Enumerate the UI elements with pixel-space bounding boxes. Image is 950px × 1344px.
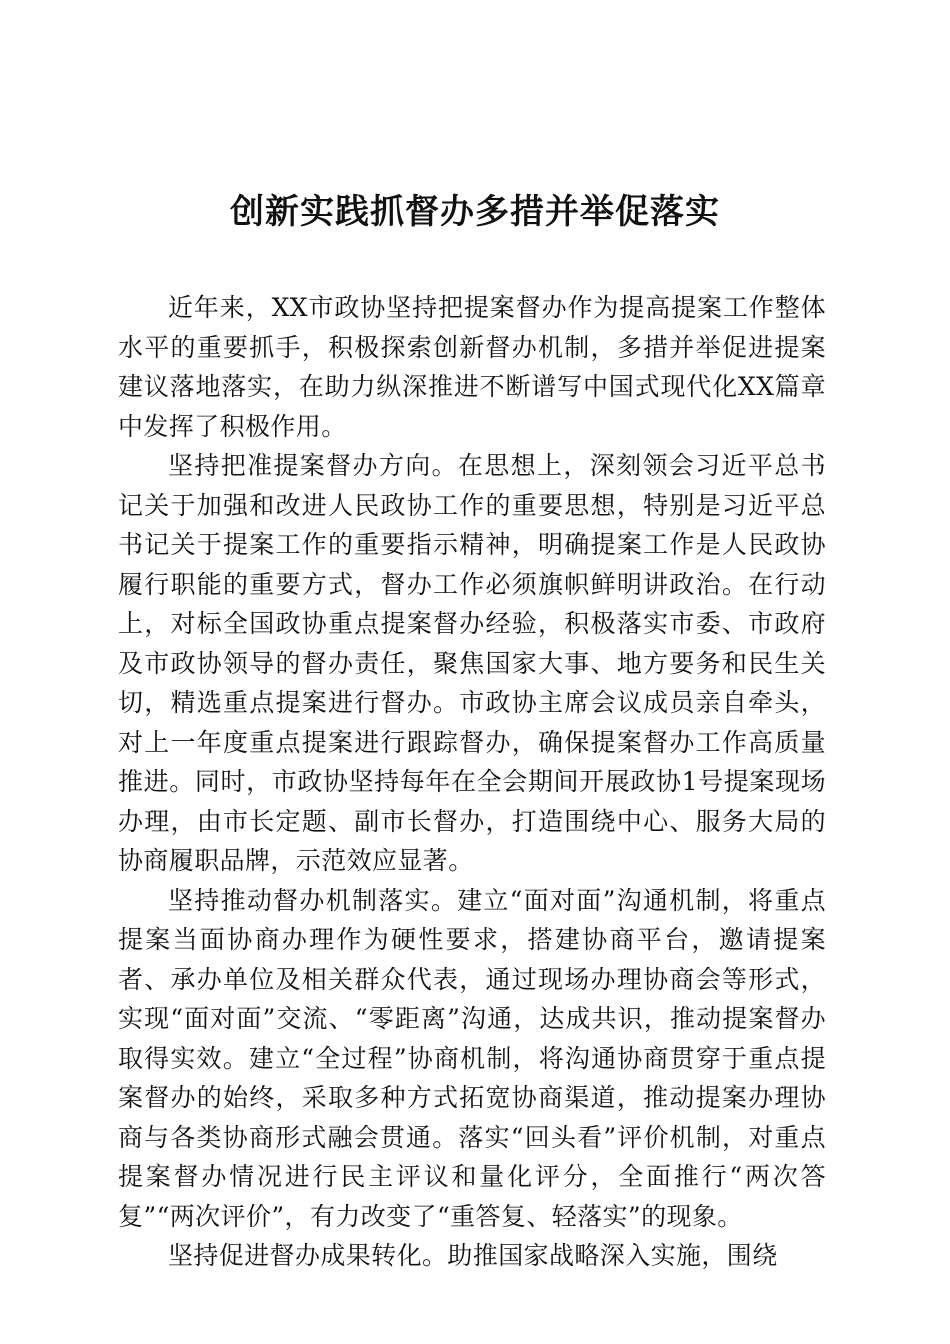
document-title: 创新实践抓督办多措并举促落实 — [230, 192, 720, 232]
paragraph-intro: 近年来，XX市政协坚持把提案督办作为提高提案工作整体水平的重要抓手，积极探索创新督办机制，多措并举促进提案建议落地落实，在助力纵深推进不断谱写中国式现代化XX篇章中发挥了积极作用。 — [118, 293, 826, 441]
document-body — [118, 288, 826, 1276]
paragraph-results: 坚持促进督办成果转化。助推国家战略深入实施，围绕 — [168, 1241, 778, 1270]
paragraph-direction: 坚持把准提案督办方向。在思想上，深刻领会习近平总书记关于加强和改进人民政协工作的重要思想，特别是习近平总书记关于提案工作的重要指示精神，明确提案工作是人民政协履行职能的重要方式，督办工作必须旗帜鲜明讲政治。在行动上，对标全国政协重点提案督办经验，积极落实市委、市政府及市政协领导的督办责任，聚焦国家大事、地方要务和民生关切，精选重点提案进行督办。市政协主席会议成员亲自牵头，对上一年度重点提案进行跟踪督办，确保提案督办工作高质量推进。同时，市政协坚持每年在全会期间开展政协1号提案现场办理，由市长定题、副市长督办，打造围绕中心、服务大局的协商履职品牌，示范效应显著。 — [118, 451, 826, 875]
paragraph-mechanism: 坚持推动督办机制落实。建立“面对面”沟通机制，将重点提案当面协商办理作为硬性要求，搭建协商平台，邀请提案者、承办单位及相关群众代表，通过现场办理协商会等形式，实现“面对面”交流、“零距离”沟通，达成共识，推动提案督办取得实效。建立“全过程”协商机制，将沟通协商贯穿于重点提案督办的始终，采取多种方式拓宽协商渠道，推动提案办理协商与各类协商形式融会贯通。落实“回头看”评价机制，对重点提案督办情况进行民主评议和量化评分，全面推行“两次答复”“两次评价”，有力改变了“重答复、轻落实”的现象。 — [118, 885, 826, 1231]
